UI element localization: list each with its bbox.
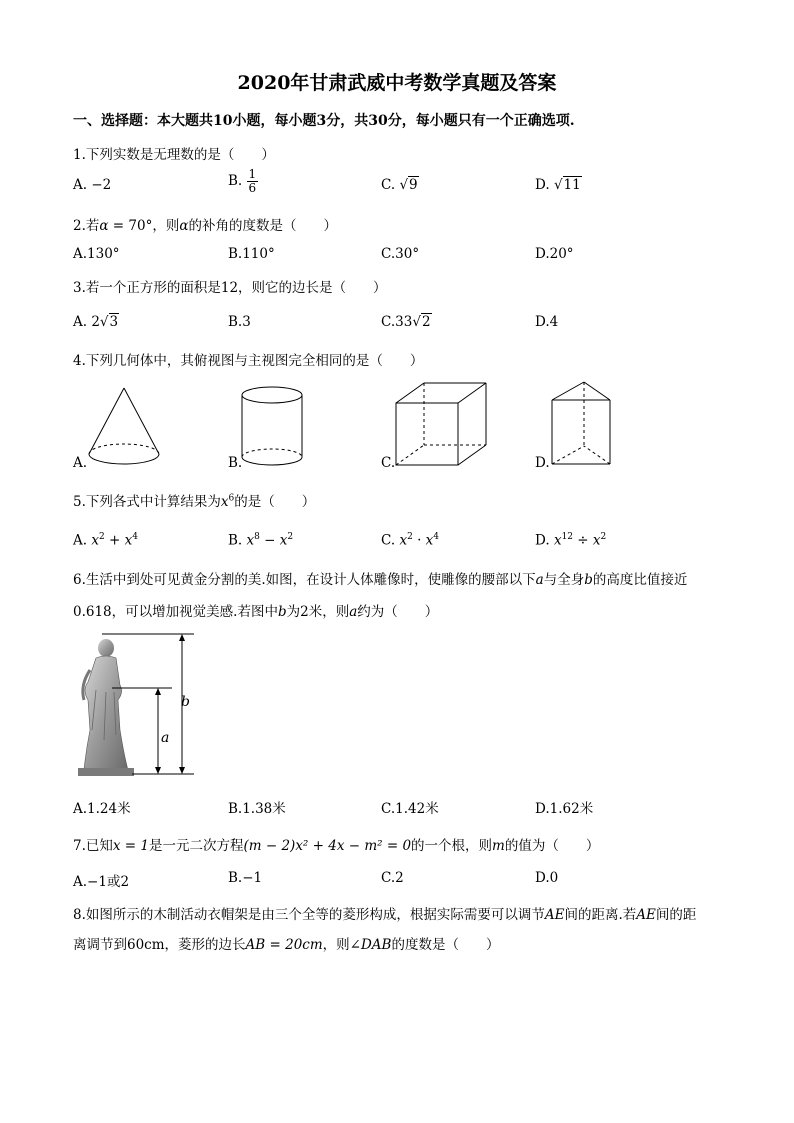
- q6-option-b: B.1.38米: [228, 801, 286, 817]
- q8-line1-post: 间的距: [655, 907, 697, 923]
- q1-fraction-denominator: 6: [248, 181, 257, 195]
- q3-option-d: D.4: [535, 314, 559, 330]
- q6-line2-mid: 为2米，则: [286, 604, 350, 620]
- q5-d-op: ÷: [573, 532, 593, 549]
- q3-option-b: B.3: [228, 314, 251, 330]
- q4-option-a: A.: [73, 455, 88, 471]
- q5-option-c: [381, 532, 439, 549]
- question-8-stem-line2: [73, 933, 499, 953]
- question-8-stem-line1: [73, 903, 696, 923]
- q2-stem-mid: = 70°，则: [108, 218, 180, 234]
- q2-stem-pre: 2.若: [73, 218, 100, 234]
- q8-line2-mid: ，则: [322, 937, 350, 953]
- question-1-stem: 1.下列实数是无理数的是（ ）: [73, 147, 275, 163]
- question-6-stem-line1: [73, 568, 687, 588]
- q1-fraction-numerator: 1: [248, 167, 257, 181]
- q1-option-b-label: B.: [228, 173, 243, 189]
- fig-label-b: b: [181, 694, 190, 710]
- q1-option-c-label: C.: [381, 177, 400, 193]
- section-heading: 一、选择题：本大题共10小题，每小题3分，共30分，每小题只有一个正确选项.: [73, 113, 575, 129]
- q6-b-var: b: [584, 572, 593, 588]
- q5-a-exp1: 2: [98, 532, 105, 542]
- q7-option-b: B.−1: [228, 870, 263, 886]
- q5-c-op: ·: [412, 532, 426, 549]
- triangular-prism-figure: [548, 380, 614, 470]
- q5-b-op: −: [259, 532, 280, 549]
- q5-b-x2: x: [279, 532, 288, 549]
- q7-option-d: D.0: [535, 870, 559, 886]
- q5-c-exp1: 2: [407, 532, 413, 542]
- question-2-stem: [73, 214, 337, 234]
- q6-line1-pre: 6.生活中到处可见黄金分割的美.如图，在设计人体雕像时，使雕像的腰部以下: [73, 572, 536, 588]
- q5-b-exp1: 8: [254, 532, 260, 542]
- q7-stem-post: 的值为（ ）: [504, 838, 600, 854]
- q8-line2-pre: 离调节到60cm，菱形的边长: [73, 937, 246, 953]
- q7-option-a: A.−1或2: [73, 874, 130, 890]
- q6-line2-post: 约为（ ）: [357, 604, 439, 620]
- cylinder-figure: [236, 383, 308, 471]
- q5-a-x2: x: [124, 532, 133, 549]
- q6-a-var: a: [535, 572, 544, 588]
- cone-figure: [84, 386, 164, 470]
- question-4-stem: 4.下列几何体中，其俯视图与主视图完全相同的是（ ）: [73, 353, 424, 369]
- q6-line2-pre: 0.618，可以增加视觉美感.若图中: [73, 604, 278, 620]
- q5-a-exp2: 4: [132, 532, 138, 542]
- q8-line1-mid: 间的距离.若: [564, 907, 637, 923]
- q5-c-x1: x: [399, 532, 408, 549]
- q8-ab-eq: AB = 20cm: [245, 937, 323, 953]
- q2-alpha-2: α: [179, 218, 189, 234]
- q5-x: x: [220, 494, 229, 510]
- q5-d-exp2: 2: [600, 532, 607, 542]
- q3-option-a-radicand: 3: [109, 314, 119, 330]
- q5-option-d: [535, 532, 606, 549]
- q3-option-c: C.33√2: [381, 314, 431, 330]
- q5-stem-post: 的是（ ）: [234, 494, 316, 510]
- q8-angle: ∠DAB: [349, 937, 392, 953]
- q5-b-exp2: 2: [287, 532, 294, 542]
- q5-stem-pre: 5.下列各式中计算结果为: [73, 494, 221, 510]
- q6-b-var-2: b: [277, 604, 287, 620]
- q5-c-label: C.: [381, 532, 400, 549]
- q5-b-x1: x: [246, 532, 255, 549]
- q4-option-c: C.: [381, 455, 396, 471]
- question-6-stem-line2: [73, 600, 438, 620]
- q5-b-label: B.: [228, 532, 247, 549]
- statue-silhouette: [78, 639, 134, 776]
- q1-option-d: D. √11: [535, 177, 581, 193]
- q7-eq1: x = 1: [112, 838, 149, 854]
- q5-option-b: [228, 532, 293, 549]
- q6-option-d: D.1.62米: [535, 801, 594, 817]
- q5-c-x2: x: [425, 532, 434, 549]
- q8-line1-pre: 8.如图所示的木制活动衣帽架是由三个全等的菱形构成，根据实际需要可以调节: [73, 907, 545, 923]
- q5-exp: 6: [228, 493, 235, 504]
- q2-stem-post: 的补角的度数是（ ）: [188, 218, 337, 234]
- q4-option-b: B.: [228, 455, 243, 471]
- q2-option-d: D.20°: [535, 246, 574, 262]
- q5-d-label: D.: [535, 532, 554, 549]
- q1-fraction: [247, 168, 259, 195]
- q3-option-a-label: A. 2: [73, 314, 100, 330]
- q4-option-d: D.: [535, 455, 550, 471]
- q5-option-a: [73, 532, 138, 549]
- q1-option-c-radicand: 9: [409, 177, 418, 193]
- q3-option-c-label: C.3: [381, 314, 404, 330]
- q3-option-a: A. 2√3: [73, 314, 119, 330]
- q6-option-a: A.1.24米: [73, 801, 131, 817]
- q1-option-c: C. √9: [381, 177, 418, 193]
- question-7-stem: [73, 834, 599, 854]
- q6-option-c: C.1.42米: [381, 801, 439, 817]
- q5-d-x2: x: [592, 532, 601, 549]
- q5-c-exp2: 4: [433, 532, 440, 542]
- q8-ab1: AE: [544, 907, 565, 923]
- q2-option-a: A.130°: [73, 246, 120, 262]
- q7-stem-mid2: 的一个根，则: [411, 838, 493, 854]
- q7-stem-pre: 7.已知: [73, 838, 113, 854]
- q2-alpha: α: [99, 218, 109, 234]
- q6-line1-post: 的高度比值接近: [592, 572, 688, 588]
- q7-eq2: (m − 2)x² + 4x − m² = 0: [243, 838, 412, 854]
- q5-d-x1: x: [553, 532, 562, 549]
- q7-stem-mid: 是一元二次方程: [149, 838, 244, 854]
- page-title: 2020年甘肃武威中考数学真题及答案: [237, 72, 557, 94]
- cube-figure: [394, 381, 490, 469]
- q1-option-a: A. −2: [73, 177, 112, 193]
- q1-option-d-radicand: 11: [563, 177, 581, 193]
- q5-d-exp1: 12: [561, 532, 574, 542]
- q2-option-c: C.30°: [381, 246, 420, 262]
- q8-ab2: AE: [636, 907, 656, 923]
- q1-option-d-label: D.: [535, 177, 554, 193]
- q5-a-label: A.: [73, 532, 92, 549]
- q2-option-b: B.110°: [228, 246, 275, 262]
- q5-a-x1: x: [91, 532, 99, 549]
- q6-line1-mid: 与全身: [543, 572, 585, 588]
- q1-option-b: [228, 168, 258, 195]
- fig-label-a: a: [161, 730, 170, 746]
- q7-option-c: C.2: [381, 870, 404, 886]
- question-3-stem: 3.若一个正方形的面积是12，则它的边长是（ ）: [73, 280, 387, 296]
- q6-a-var-2: a: [349, 604, 358, 620]
- q3-option-c-radicand: 2: [421, 314, 431, 330]
- question-5-stem: [73, 490, 315, 510]
- q8-line2-post: 的度数是（ ）: [391, 937, 500, 953]
- q7-m: m: [492, 838, 505, 854]
- q5-a-op: +: [104, 532, 125, 549]
